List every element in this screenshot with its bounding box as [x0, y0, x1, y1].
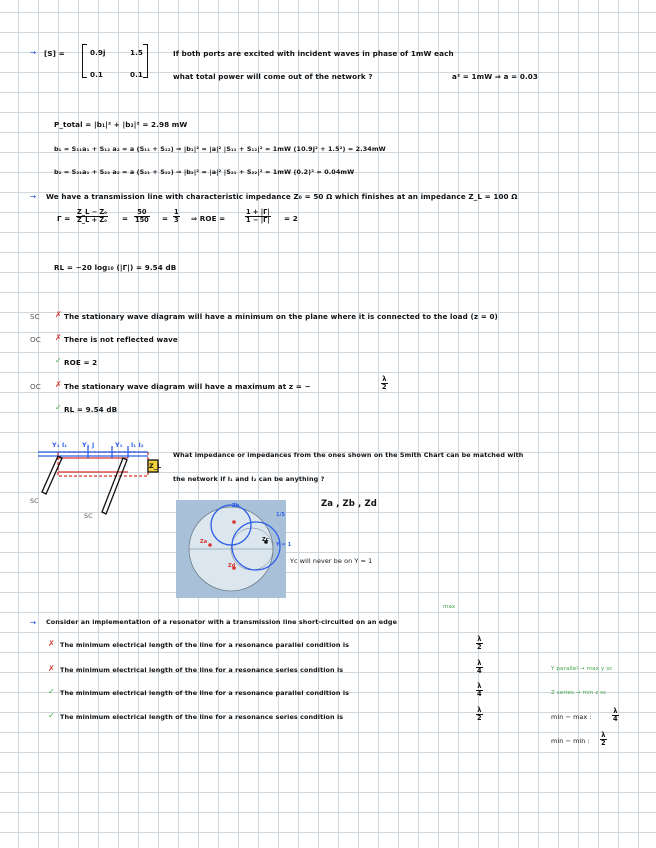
check-icon: ✓	[55, 403, 62, 412]
resonator-item: The minimum electrical length of the line for a resonance parallel condition is	[60, 641, 350, 649]
lambda-symbol: λ	[382, 375, 387, 383]
answer-text: RL = 9.54 dB	[64, 405, 118, 414]
red-line-inner	[58, 458, 128, 472]
roe-numerator: 1 + |Γ|	[246, 208, 270, 216]
tl-statement: We have a transmission line with characteristic impedance Z₀ = 50 Ω which finishes at an impedance Z_L = 100 Ω	[46, 192, 518, 201]
answer-text: The stationary wave diagram will have a maximum at z = −	[64, 382, 311, 391]
smith-question-line-2: the network if l₁ and l₂ can be anything ?	[173, 475, 325, 483]
cross-icon: ✗	[55, 333, 62, 342]
lambda-symbol: λ	[601, 731, 606, 739]
smith-label-za: Za	[200, 539, 208, 545]
arrow-icon: →	[30, 48, 37, 57]
arrow-icon: →	[30, 618, 37, 627]
gamma-denominator: Z_L + Z₀	[77, 216, 108, 224]
resonator-annotation: max	[443, 604, 456, 610]
smith-label-zb: Zb	[232, 503, 240, 509]
resonator-item: The minimum electrical length of the line for a resonance parallel condition is	[60, 689, 350, 697]
stub-left	[42, 456, 62, 494]
gamma-fraction	[76, 209, 108, 224]
diagram-label-y-left: Y₁ l₁	[52, 441, 68, 449]
gamma-third	[173, 209, 180, 224]
cross-icon: ✗	[55, 310, 62, 319]
smith-label-gb: 1/5	[276, 512, 286, 518]
diagram-label-sc-mid: SC	[84, 512, 93, 520]
lambda-den: 4	[477, 667, 482, 675]
smith-chart-image	[176, 500, 286, 598]
lambda-frac	[476, 660, 483, 675]
gamma-value-num: 50	[137, 208, 147, 216]
lambda-den: 4	[613, 715, 618, 723]
smith-chart-svg	[176, 500, 286, 598]
question-line-1: If both ports are excited with incident waves in phase of 1mW each	[173, 49, 454, 58]
cross-icon: ✗	[55, 380, 62, 389]
lambda-den: 2	[382, 383, 387, 391]
gamma-value-fraction	[134, 209, 150, 224]
side-note-min-min-frac	[600, 732, 607, 747]
eq-b2: b₂ = S₂₁a₁ + S₂₂ a₂ = a (S₂₁ + S₂₂) ⇒ |b₂|² = |a|² |S₂₁ + S₂₂|² = 1mW (0.2)² = 0.04mW	[54, 168, 355, 176]
cross-icon: ✗	[48, 639, 55, 648]
lambda-symbol: λ	[613, 707, 618, 715]
check-icon: ✓	[48, 711, 55, 720]
lambda-symbol: λ	[477, 682, 482, 690]
gamma-third-num: 1	[174, 208, 179, 216]
check-icon: ✓	[55, 356, 62, 365]
gamma-value-den: 150	[135, 216, 149, 224]
matrix-label: [S] =	[44, 49, 65, 58]
answer-tag: OC	[30, 382, 41, 391]
diagram-label-sc-left: SC	[30, 497, 39, 505]
roe-fraction	[245, 209, 271, 224]
lambda-den: 2	[477, 714, 482, 722]
smith-question-line-1: What impedance or impedances from the ones shown on the Smith Chart can be matched with	[173, 451, 524, 459]
question-rhs: a² = 1mW ⇒ a = 0.03	[452, 72, 538, 81]
stub-mid	[102, 458, 127, 514]
cross-icon: ✗	[48, 664, 55, 673]
eq-ptotal: P_total = |b₁|² + |b₂|² = 2.98 mW	[54, 120, 188, 129]
lambda-den: 2	[601, 739, 606, 747]
smith-label-zc: Zc	[262, 537, 269, 543]
answer-text: The stationary wave diagram will have a minimum on the plane where it is connected to the load (z = 0)	[64, 312, 498, 321]
answer-text: ROE = 2	[64, 358, 98, 367]
point-zb	[232, 520, 236, 524]
gamma-numerator: Z_L − Z₀	[77, 208, 108, 216]
roe-label: ⇒ ROE =	[191, 214, 226, 223]
resonator-item: The minimum electrical length of the line for a resonance series condition is	[60, 666, 344, 674]
point-za	[208, 543, 212, 547]
lambda-den: 4	[477, 690, 482, 698]
lambda-symbol: λ	[477, 659, 482, 667]
answer-tag: OC	[30, 335, 41, 344]
lambda-frac	[476, 636, 483, 651]
diagram-label-y-r2: l₁ l₂	[131, 441, 144, 449]
matrix-cell-22: 0.1	[130, 70, 144, 79]
rl-equation: RL = −20 log₁₀ (|Γ|) = 9.54 dB	[54, 263, 177, 272]
diagram-label-y-r1: Y₁	[115, 441, 123, 449]
gamma-third-den: 3	[174, 216, 179, 224]
smith-note: Yc will never be on Y = 1	[290, 557, 373, 565]
matrix-cell-21: 0.1	[90, 70, 104, 79]
answer-tag: SC	[30, 312, 40, 321]
gamma-eq: =	[122, 214, 129, 223]
resonator-intro: Consider an implementation of a resonator with a transmission line short-circuited on an edge	[46, 618, 398, 626]
answer-text: There is not reflected wave	[64, 335, 178, 344]
side-note-min-max-frac	[612, 708, 619, 723]
side-note-min-min: min − min :	[551, 737, 590, 745]
smith-label-y1: Y = 1	[276, 542, 292, 548]
matrix-cell-11: 0.9j	[90, 48, 106, 57]
lambda-frac	[476, 683, 483, 698]
side-note-series: Z series → min z sc	[551, 690, 607, 696]
matrix-bracket-right	[143, 44, 148, 78]
roe-denominator: 1 − |Γ|	[246, 216, 270, 224]
lambda-symbol: λ	[477, 706, 482, 714]
question-line-2: what total power will come out of the network ?	[173, 72, 373, 81]
lambda-half	[381, 376, 388, 391]
smith-label-zd: Zd	[228, 563, 236, 569]
smith-answer: Za , Zb , Zd	[321, 499, 377, 509]
diagram-label-y-mid: Y₁ j	[82, 441, 95, 449]
eq-b1: b₁ = S₁₁a₁ + S₁₂ a₂ = a (S₁₁ + S₁₂) ⇒ |b₁|² = |a|² |S₁₁ + S₁₂|² = 1mW (10.9j² + 1.5²) = 2.34mW	[54, 145, 386, 153]
roe-value: = 2	[284, 214, 298, 223]
side-note-min-max: min − max :	[551, 713, 592, 721]
gamma-lhs: Γ =	[57, 214, 71, 223]
side-note-parallel: Y parallel → max y sc	[551, 666, 613, 672]
arrow-icon: →	[30, 192, 37, 201]
lambda-den: 2	[477, 643, 482, 651]
gamma-eq-2: =	[162, 214, 169, 223]
diagram-label-zl: Z_L	[149, 462, 162, 470]
matrix-cell-12: 1.5	[130, 48, 144, 57]
check-icon: ✓	[48, 687, 55, 696]
matrix-bracket-left	[82, 44, 87, 78]
resonator-item: The minimum electrical length of the line for a resonance series condition is	[60, 713, 344, 721]
lambda-symbol: λ	[477, 635, 482, 643]
stub-network-diagram	[28, 436, 168, 526]
lambda-frac	[476, 707, 483, 722]
